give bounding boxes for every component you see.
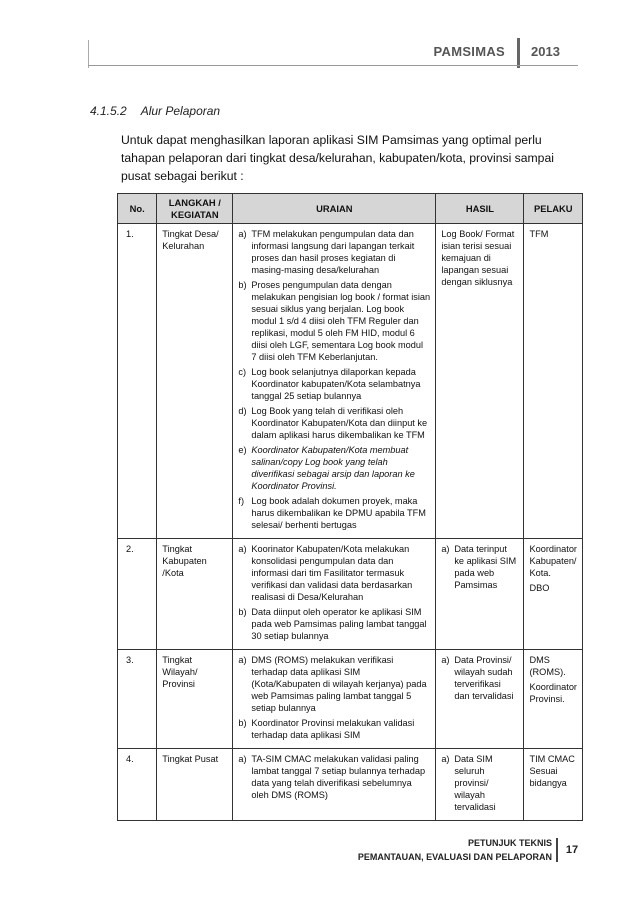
list-item: a) Data terinput ke aplikasi SIM pada web Pamsimas (441, 544, 517, 590)
list-item: a) TFM melakukan pengumpulan data dan informasi langsung dari lapangan terkait proses dan hasil proses kegiatan di masing-masing desa/kelurahan (238, 229, 415, 275)
col-header-hasil: HASIL (436, 194, 524, 224)
list-item: a) Koorinator Kabupaten/Kota melakukan konsolidasi pengumpulan data dan informasi dari tim Fasilitator termasuk verifikasi dan validasi data berdasarkan realisasi di Desa/Kelurahan (238, 544, 413, 602)
col-header-uraian: URAIAN (233, 194, 436, 224)
row-hasil (436, 539, 524, 650)
row-step: Tingkat Pusat (157, 749, 233, 821)
row-number: 4. (118, 749, 157, 821)
header-separator-bar (517, 38, 520, 68)
row-step: Tingkat Desa/ Kelurahan (157, 224, 233, 539)
row-hasil (436, 650, 524, 749)
list-item: a) Data Provinsi/ wilayah sudah terverifikasi dan tervalidasi (441, 655, 514, 701)
list-item: b) Proses pengumpulan data dengan melakukan pengisian log book / format isian sesuai siklus yang berjalan. Log book modul 1 s/d 4 diisi oleh TFM Reguler dan replikasi, modul 5 oleh FM HID, modul 6 diisi oleh LGF, sementara Log book modul 7 diisi oleh TFM Keberlanjutan. (238, 280, 431, 362)
row-step: Tingkat Kabupaten /Kota (157, 539, 233, 650)
list-item: b) Data diinput oleh operator ke aplikasi SIM pada web Pamsimas paling lambat tanggal 30 setiap bulannya (238, 607, 427, 641)
row-uraian (233, 539, 436, 650)
row-number: 2. (118, 539, 157, 650)
table-header-row (118, 194, 583, 224)
row-hasil (436, 749, 524, 821)
col-header-step: LANGKAH / KEGIATAN (157, 194, 233, 224)
footer-subtitle: PEMANTAUAN, EVALUASI DAN PELAPORAN (357, 852, 552, 862)
row-hasil: Log Book/ Format isian terisi sesuai kemajuan di lapangan sesuai dengan siklusnya (436, 224, 524, 539)
row-pelaku: Koordinator Kabupaten/ Kota. DBO (524, 539, 583, 650)
list-item: d) Log Book yang telah di verifikasi oleh Koordinator Kabupaten/Kota dan diinput ke dalam aplikasi harus dikembalikan ke TFM (238, 406, 428, 440)
table-row (118, 224, 583, 539)
list-item: a) TA-SIM CMAC melakukan validasi paling lambat tanggal 7 setiap bulannya terhadap data yang telah diverifikasi sebelumnya oleh DMS (ROMS) (238, 754, 426, 800)
header-rule (88, 65, 578, 66)
row-uraian (233, 650, 436, 749)
intro-paragraph: Untuk dapat menghasilkan laporan aplikasi SIM Pamsimas yang optimal perlu tahapan pelaporan dari tingkat desa/kelurahan, kabupaten/kota, provinsi sampai pusat sebagai berikut : (121, 133, 554, 183)
table-row (118, 650, 583, 749)
reporting-flow-table (117, 193, 583, 821)
section-heading (90, 104, 234, 118)
list-item: e) Koordinator Kabupaten/Kota membuat salinan/copy Log book yang telah diverifikasi sebagai arsip dan laporan ke Koordinator Provinsi. (238, 445, 415, 491)
list-item: b) Koordinator Provinsi melakukan validasi terhadap data aplikasi SIM (238, 718, 415, 740)
page-number: 17 (556, 838, 586, 862)
list-item: a) DMS (ROMS) melakukan verifikasi terhadap data aplikasi SIM (Kota/Kabupaten di wilayah kerjanya) pada web Pamsimas paling lambat tanggal 5 setiap bulannya (238, 655, 427, 713)
row-number: 3. (118, 650, 157, 749)
table-row (118, 539, 583, 650)
list-item: f) Log book adalah dokumen proyek, maka harus dikembalikan ke DPMU apabila TFM selesai/ berhenti bertugas (238, 496, 426, 530)
list-item: a) Data SIM seluruh provinsi/ wilayah tervalidasi (441, 754, 496, 812)
row-step: Tingkat Wilayah/ Provinsi (157, 650, 233, 749)
header-brand: PAMSIMAS (433, 44, 505, 59)
row-pelaku: TIM CMAC Sesuai bidangya (524, 749, 583, 821)
col-header-no: No. (118, 194, 157, 224)
row-pelaku: TFM (524, 224, 583, 539)
col-header-pelaku: PELAKU (524, 194, 583, 224)
row-uraian (233, 749, 436, 821)
header-year: 2013 (531, 44, 560, 59)
header-divider-left (88, 40, 89, 68)
row-pelaku: DMS (ROMS). Koordinator Provinsi. (524, 650, 583, 749)
row-uraian (233, 224, 436, 539)
footer-title: PETUNJUK TEKNIS (467, 838, 552, 848)
list-item: c) Log book selanjutnya dilaporkan kepada Koordinator kabupaten/Kota selambatnya tanggal 25 setiap bulannya (238, 367, 421, 401)
table-row (118, 749, 583, 821)
section-number: 4.1.5.2 (90, 104, 127, 118)
row-number: 1. (118, 224, 157, 539)
section-title: Alur Pelaporan (140, 104, 221, 118)
